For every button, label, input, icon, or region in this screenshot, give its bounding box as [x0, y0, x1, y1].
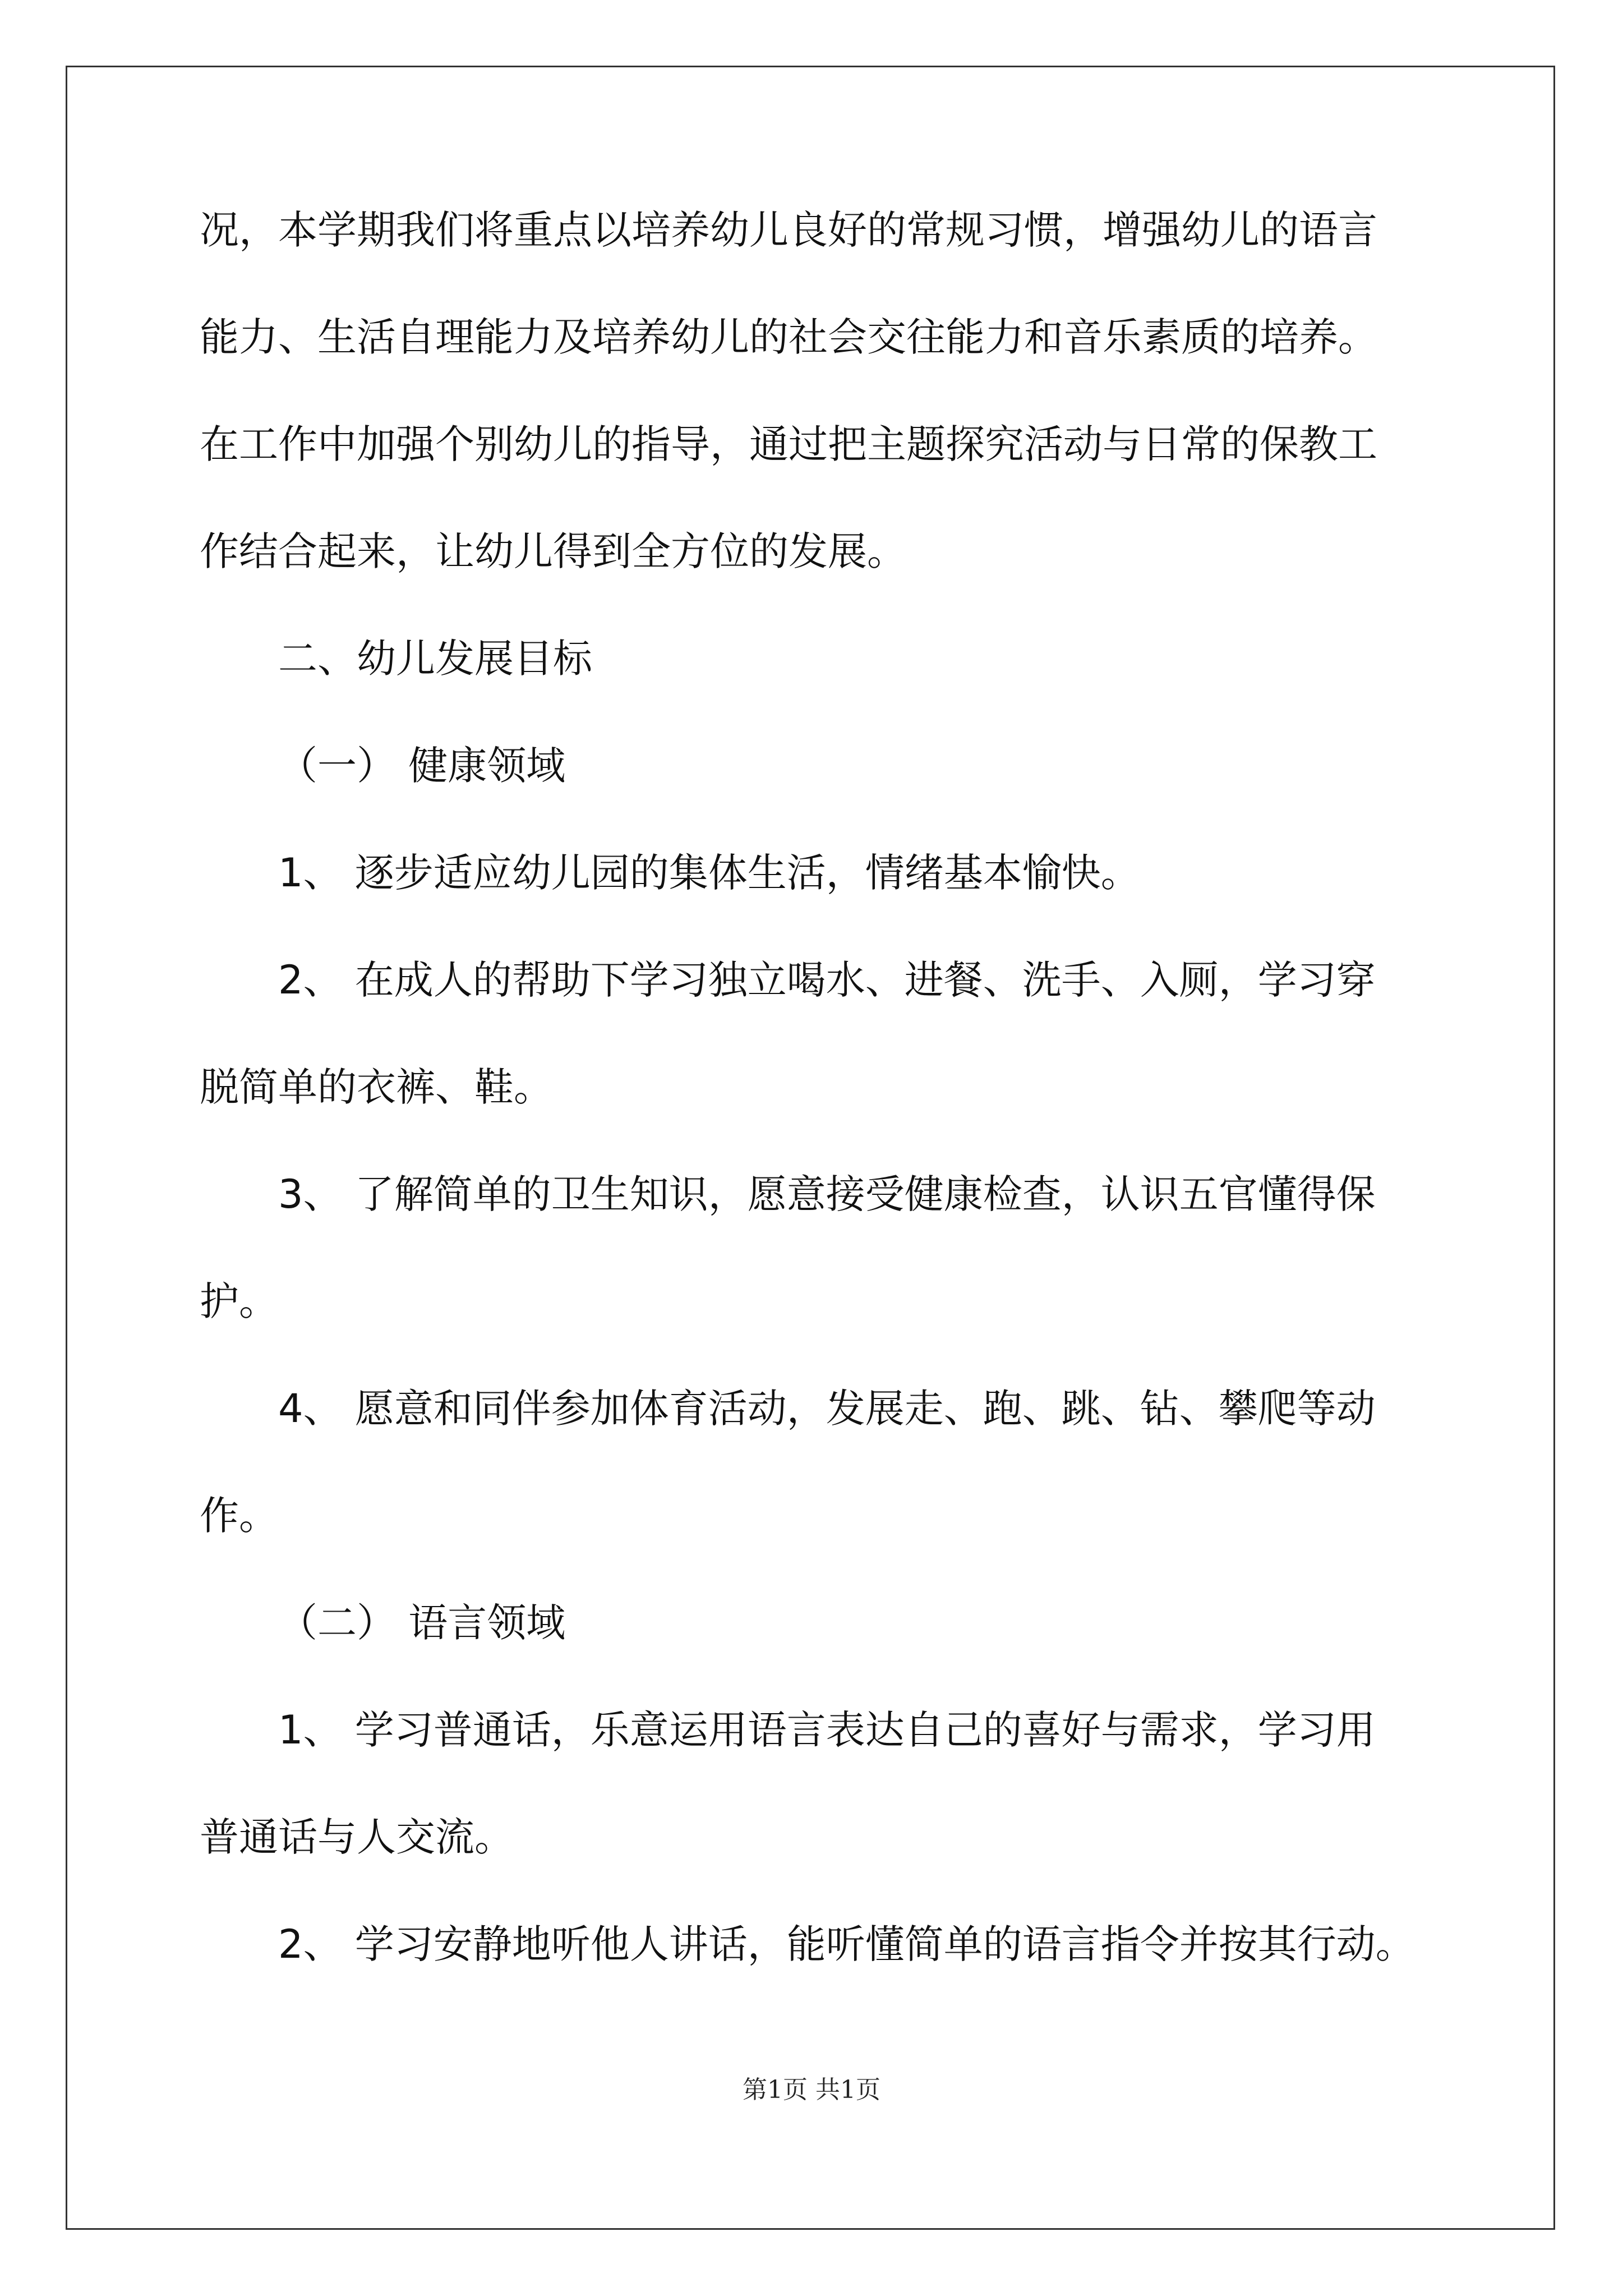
page-border	[66, 66, 1555, 2230]
list-item-continuation: 脱简单的衣裤、鞋。	[200, 1064, 553, 1110]
section-heading: 二、幼儿发展目标	[278, 636, 592, 682]
body-line: 作结合起来，让幼儿得到全方位的发展。	[200, 528, 906, 574]
list-item: 4、 愿意和同伴参加体育活动，发展走、跑、跳、钻、攀爬等动	[278, 1386, 1376, 1432]
subsection-heading: （一） 健康领域	[278, 743, 566, 789]
list-item: 1、 逐步适应幼儿园的集体生活，情绪基本愉快。	[278, 850, 1140, 896]
body-line: 能力、生活自理能力及培养幼儿的社会交往能力和音乐素质的培养。	[200, 314, 1377, 360]
body-line: 在工作中加强个别幼儿的指导，通过把主题探究活动与日常的保教工	[200, 421, 1377, 467]
subsection-heading: （二） 语言领域	[278, 1600, 566, 1646]
list-item: 2、 在成人的帮助下学习独立喝水、进餐、洗手、入厕，学习穿	[278, 957, 1376, 1003]
body-line: 况，本学期我们将重点以培养幼儿良好的常规习惯，增强幼儿的语言	[200, 207, 1377, 253]
list-item: 3、 了解简单的卫生知识，愿意接受健康检查，认识五官懂得保	[278, 1171, 1376, 1217]
list-item-continuation: 护。	[200, 1278, 278, 1324]
list-item: 2、 学习安静地听他人讲话，能听懂简单的语言指令并按其行动。	[278, 1921, 1415, 1967]
list-item-continuation: 作。	[200, 1493, 278, 1539]
page-number-footer: 第1页 共1页	[743, 2076, 880, 2104]
list-item-continuation: 普通话与人交流。	[200, 1814, 514, 1860]
list-item: 1、 学习普通话，乐意运用语言表达自己的喜好与需求，学习用	[278, 1707, 1376, 1753]
